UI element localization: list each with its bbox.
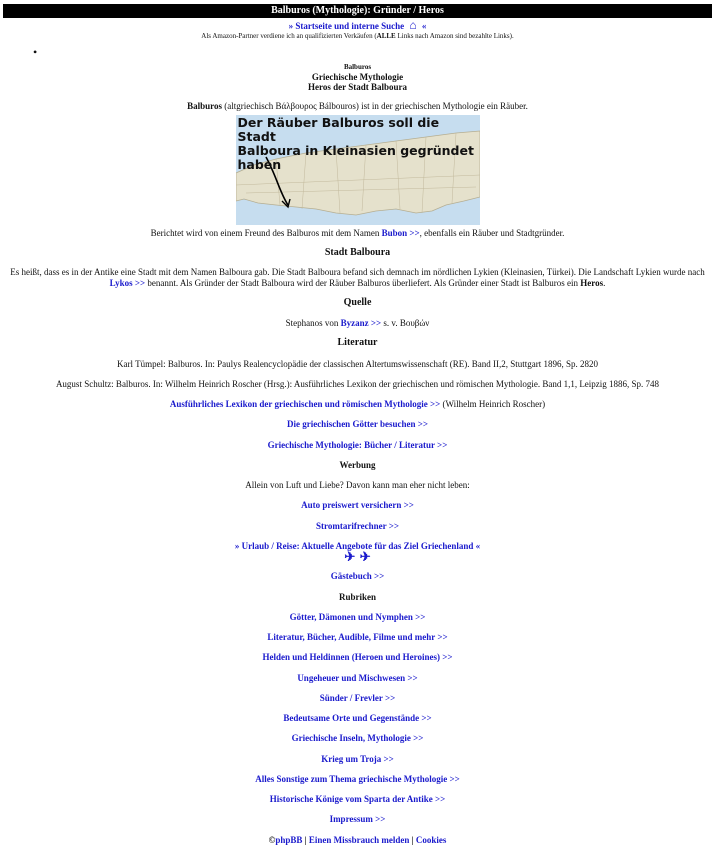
lexikon-post: (Wilhelm Heinrich Roscher) <box>440 399 546 409</box>
map-caption-line-3: haben <box>237 157 282 172</box>
map-image <box>236 115 480 225</box>
gaestebuch-link[interactable]: Gästebuch >> <box>330 571 385 582</box>
page-title: Balburos (Mythologie): Gründer / Heros <box>3 4 712 18</box>
plane-icon[interactable]: ✈ <box>359 549 371 564</box>
quelle-section <box>0 297 715 310</box>
rubrik-link[interactable]: Helden und Heldinnen (Heroen und Heroines) >> <box>262 652 453 663</box>
quelle-pre: Stephanos von <box>285 317 341 328</box>
lexikon-line <box>0 399 715 410</box>
intro-text: (altgriechisch Βάλβουρος Bálbouros) ist in der griechischen Mythologie ein Räuber. <box>222 100 528 111</box>
bubon-link[interactable]: Bubon >> <box>381 228 420 238</box>
stadt-section <box>0 247 715 260</box>
stadt-heading: Stadt Balboura <box>324 247 391 259</box>
amazon-text-pre: Als Amazon-Partner verdiene ich an qualifizierten Verkäufen ( <box>201 32 377 41</box>
stadt-text-2: benannt. Als Gründer der Stadt Balboura wird der Räuber Balburos überliefert. Als Gründer einer Stadt ist Balburos ein <box>145 278 581 288</box>
header-line-2: Heros der Stadt Balboura <box>308 81 407 92</box>
rubrik-link[interactable]: Sünder / Frevler >> <box>319 692 396 703</box>
rubrik-link[interactable]: Götter, Dämonen und Nymphen >> <box>289 611 426 622</box>
cookies-link[interactable]: Cookies <box>415 834 447 845</box>
footer-sep-1: | <box>302 834 309 845</box>
berichtet-post: , ebenfalls ein Räuber und Stadtgründer. <box>419 228 565 238</box>
rubriken-heading: Rubriken <box>338 591 376 602</box>
missbrauch-link[interactable]: Einen Missbrauch melden <box>308 834 410 845</box>
map-caption-line-1: Der Räuber Balburos soll die Stadt <box>237 115 440 144</box>
phpbb-link[interactable]: phpBB <box>275 834 303 845</box>
map-caption <box>238 116 480 172</box>
header-small: Balburos <box>343 63 372 71</box>
goetter-link[interactable]: Die griechischen Götter besuchen >> <box>286 419 429 430</box>
top-nav <box>0 18 715 32</box>
quelle-heading: Quelle <box>343 297 372 309</box>
intro-name: Balburos <box>187 100 222 111</box>
urlaub-label: Urlaub / Reise: Aktuelle Angebote für das Ziel Griechenland <box>241 540 474 551</box>
nav-arrow-right: « <box>421 21 427 31</box>
literatur-line-2: August Schultz: Balburos. In: Wilhelm Heinrich Roscher (Hrsg.): Ausführliches Lexikon der griechischen und römischen Mythologie. Band 1,1, Leipzig 1886, Sp. 748 <box>55 378 660 389</box>
literatur-line-1: Karl Tümpel: Balburos. In: Paulys Realencyclopädie der classischen Altertumswissenschaft (RE). Band II,2, Stuttgart 1896, Sp. 2820 <box>117 358 598 369</box>
werbung-heading: Werbung <box>339 459 376 470</box>
home-icon[interactable]: ⌂ <box>409 18 417 32</box>
footer <box>0 835 715 846</box>
plane-icons <box>0 549 715 565</box>
strom-link[interactable]: Stromtarifrechner >> <box>316 520 399 531</box>
auto-link[interactable]: Auto preiswert versichern >> <box>301 500 414 511</box>
list-bullet: • <box>33 45 38 59</box>
rubrik-link[interactable]: Krieg um Troja >> <box>321 753 394 764</box>
lykos-link[interactable]: Lykos >> <box>109 278 146 288</box>
werbung-text: Allein von Luft und Liebe? Davon kann man eher nicht leben: <box>245 480 470 490</box>
rubrik-link[interactable]: Bedeutsame Orte und Gegenstände >> <box>283 713 432 723</box>
header-line-1: Griechische Mythologie <box>311 71 404 82</box>
urlaub-arrow-right: « <box>475 540 481 551</box>
nav-arrow-left: » <box>288 21 294 31</box>
stadt-bold: Heros <box>580 278 604 288</box>
footer-copyright: © <box>268 834 276 845</box>
home-search-link[interactable] <box>289 21 407 31</box>
literatur-section <box>0 337 715 350</box>
byzanz-link[interactable]: Byzanz >> <box>340 317 382 328</box>
impressum-link[interactable]: Impressum >> <box>329 814 386 825</box>
quelle-paragraph <box>0 318 715 329</box>
rubrik-link[interactable]: Ungeheuer und Mischwesen >> <box>297 672 418 683</box>
home-search-label: Startseite und interne Suche <box>295 21 405 31</box>
stadt-end: . <box>603 278 606 288</box>
buecher-link[interactable]: Griechische Mythologie: Bücher / Literatur >> <box>267 439 448 450</box>
rubrik-link[interactable]: Griechische Inseln, Mythologie >> <box>291 733 424 744</box>
amazon-text-post: Links nach Amazon sind bezahlte Links). <box>395 32 514 41</box>
amazon-disclaimer <box>0 32 715 41</box>
stadt-text-1: Es heißt, dass es in der Antike eine Stadt mit dem Namen Balboura gab. Die Stadt Balboura befand sich demnach im nördlichen Lykien (Kleinasien, Türkei). Die Landschaft Lykien wurde nach <box>10 266 705 277</box>
stadt-paragraph <box>0 267 715 290</box>
lexikon-link[interactable]: Ausführliches Lexikon der griechischen und römischen Mythologie >> <box>169 399 441 409</box>
urlaub-arrow-left: » <box>234 540 240 551</box>
plane-icon[interactable]: ✈ <box>344 549 356 564</box>
quelle-post: s. v. Βουβών <box>381 317 430 328</box>
rubrik-link[interactable]: Historische Könige vom Sparta der Antike >> <box>269 794 446 804</box>
berichtet-paragraph <box>0 228 715 239</box>
rubrik-link[interactable]: Literatur, Bücher, Audible, Filme und mehr >> <box>267 632 448 642</box>
footer-sep-2: | <box>409 834 416 845</box>
map-caption-line-2: Balboura in Kleinasien gegründet <box>237 143 474 158</box>
literatur-heading: Literatur <box>337 337 378 348</box>
rubrik-link[interactable]: Alles Sonstige zum Thema griechische Mythologie >> <box>255 773 460 784</box>
intro-paragraph <box>0 101 715 112</box>
amazon-text-bold: ALLE <box>376 32 396 41</box>
berichtet-pre: Berichtet wird von einem Freund des Balburos mit dem Namen <box>150 228 382 238</box>
